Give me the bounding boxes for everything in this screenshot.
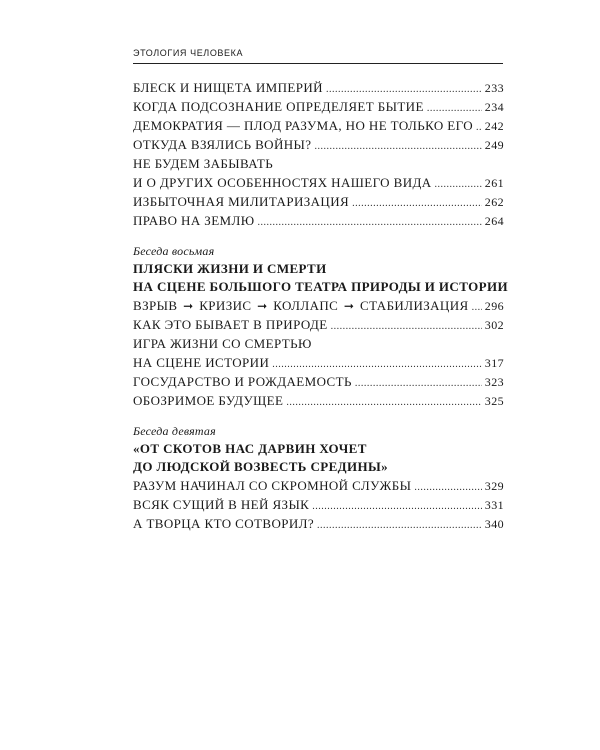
- toc-entry-page: 317: [484, 356, 504, 370]
- arrow-right-icon: ➞: [183, 299, 194, 313]
- toc-entry-page: 331: [484, 498, 504, 512]
- toc-entry-title: ИЗБЫТОЧНАЯ МИЛИТАРИЗАЦИЯ: [133, 194, 350, 209]
- conversation-label: Беседа девятая: [133, 424, 216, 438]
- toc-entry[interactable]: [133, 476, 504, 495]
- toc-entry-title: ВСЯК СУЩИЙ В НЕЙ ЯЗЫК: [133, 497, 310, 512]
- toc-entry[interactable]: [133, 391, 504, 410]
- header-rule: [133, 63, 503, 64]
- table-of-contents: [133, 78, 508, 533]
- toc-entry-title: А ТВОРЦА КТО СОТВОРИЛ?: [133, 516, 315, 531]
- toc-entry[interactable]: [133, 135, 504, 154]
- conversation-9: [133, 423, 504, 533]
- dot-leader: [314, 137, 481, 156]
- toc-entry-page: 264: [484, 214, 504, 228]
- chain-word: КОЛЛАПС: [273, 298, 339, 313]
- toc-entry-page: 242: [484, 119, 504, 133]
- conversation-title[interactable]: ПЛЯСКИ ЖИЗНИ И СМЕРТИ: [133, 261, 327, 276]
- toc-entry-line1[interactable]: [133, 154, 504, 173]
- toc-entry-title: ИГРА ЖИЗНИ СО СМЕРТЬЮ: [133, 336, 312, 351]
- toc-entry-title: ПРАВО НА ЗЕМЛЮ: [133, 213, 255, 228]
- dot-leader: [312, 497, 482, 516]
- dot-leader: [286, 393, 481, 412]
- toc-entry-page: 261: [484, 176, 504, 190]
- dot-leader: [435, 175, 482, 194]
- dot-leader: [472, 298, 482, 317]
- toc-entry-title: ДЕМОКРАТИЯ — ПЛОД РАЗУМА, НО НЕ ТОЛЬКО ЕГО: [133, 118, 473, 133]
- toc-entry[interactable]: [133, 315, 504, 334]
- dot-leader: [476, 118, 482, 137]
- toc-entry-title: БЛЕСК И НИЩЕТА ИМПЕРИЙ: [133, 80, 323, 95]
- dot-leader: [355, 374, 482, 393]
- running-head: ЭТОЛОГИЯ ЧЕЛОВЕКА: [133, 48, 244, 58]
- toc-entry[interactable]: [133, 173, 504, 192]
- toc-entry-title: ОТКУДА ВЗЯЛИСЬ ВОЙНЫ?: [133, 137, 312, 152]
- chain-word: КРИЗИС: [199, 298, 252, 313]
- dot-leader: [257, 213, 481, 232]
- toc-entry-title: ГОСУДАРСТВО И РОЖДАЕМОСТЬ: [133, 374, 352, 389]
- toc-entry-page: 340: [484, 517, 504, 531]
- arrow-right-icon: ➞: [257, 299, 268, 313]
- toc-group-1: [133, 78, 504, 230]
- toc-entry[interactable]: [133, 296, 504, 315]
- toc-entry[interactable]: [133, 514, 504, 533]
- conversation-8: [133, 243, 508, 410]
- toc-entry-page: 323: [484, 375, 504, 389]
- toc-entry-title: КАК ЭТО БЫВАЕТ В ПРИРОДЕ: [133, 317, 328, 332]
- toc-entry-page: 325: [484, 394, 504, 408]
- toc-entry-title: КОГДА ПОДСОЗНАНИЕ ОПРЕДЕЛЯЕТ БЫТИЕ: [133, 99, 424, 114]
- toc-entry[interactable]: [133, 192, 504, 211]
- chain-word: ВЗРЫВ: [133, 298, 178, 313]
- toc-entry-title: НЕ БУДЕМ ЗАБЫВАТЬ: [133, 156, 274, 171]
- toc-entry-page: 249: [484, 138, 504, 152]
- dot-leader: [317, 516, 482, 535]
- toc-entry-page: 302: [484, 318, 504, 332]
- toc-entry[interactable]: [133, 353, 504, 372]
- toc-entry-page: 329: [484, 479, 504, 493]
- toc-entry[interactable]: [133, 372, 504, 391]
- toc-entry-page: 262: [484, 195, 504, 209]
- toc-entry-title: НА СЦЕНЕ ИСТОРИИ: [133, 355, 270, 370]
- toc-entry-page: 233: [484, 81, 504, 95]
- dot-leader: [352, 194, 482, 213]
- toc-entry-page: 296: [484, 299, 504, 313]
- toc-entry[interactable]: [133, 97, 504, 116]
- dot-leader: [414, 478, 481, 497]
- toc-entry-title: ОБОЗРИМОЕ БУДУЩЕЕ: [133, 393, 284, 408]
- conversation-label: Беседа восьмая: [133, 244, 215, 258]
- toc-entry-page: 234: [484, 100, 504, 114]
- toc-entry[interactable]: [133, 116, 504, 135]
- arrow-right-icon: ➞: [343, 299, 355, 313]
- toc-entry-title: РАЗУМ НАЧИНАЛ СО СКРОМНОЙ СЛУЖБЫ: [133, 478, 412, 493]
- dot-leader: [331, 317, 482, 336]
- toc-entry-line1[interactable]: [133, 334, 504, 353]
- conversation-title[interactable]: «ОТ СКОТОВ НАС ДАРВИН ХОЧЕТ: [133, 441, 367, 456]
- toc-entry-title: [133, 296, 469, 316]
- toc-entry[interactable]: [133, 495, 504, 514]
- chain-word: СТАБИЛИЗАЦИЯ: [360, 298, 469, 313]
- toc-entry[interactable]: [133, 78, 504, 97]
- conversation-title[interactable]: ДО ЛЮДСКОЙ ВОЗВЕСТЬ СРЕДИНЫ»: [133, 459, 389, 474]
- conversation-title[interactable]: НА СЦЕНЕ БОЛЬШОГО ТЕАТРА ПРИРОДЫ И ИСТОРИИ: [133, 279, 508, 294]
- toc-entry-title: И О ДРУГИХ ОСОБЕННОСТЯХ НАШЕГО ВИДА: [133, 175, 432, 190]
- toc-entry[interactable]: [133, 211, 504, 230]
